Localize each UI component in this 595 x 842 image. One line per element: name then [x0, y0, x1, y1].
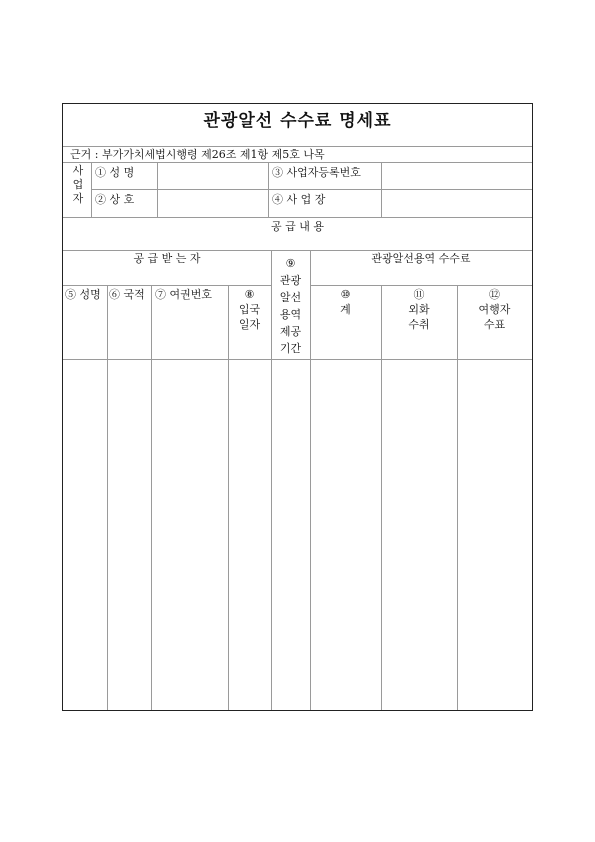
rule-below-supply: [63, 250, 532, 251]
col-entry-date-header: ⑧ 입국 일자: [238, 288, 261, 331]
col-nationality-header: ⑥ 국적: [109, 288, 145, 301]
legal-basis: 근거 : 부가가치세법시행령 제26조 제1항 제5호 나목: [70, 148, 325, 161]
vline-col-name: [107, 285, 108, 710]
vline-operator-middle: [268, 162, 269, 217]
vline-operator-right: [381, 162, 382, 217]
vline-operator-fields: [157, 162, 158, 217]
vline-col-foreign: [457, 285, 458, 710]
vline-col-period-right: [310, 250, 311, 710]
col-foreign-currency-header: ⑪ 외화 수취: [408, 288, 430, 331]
operator-name-label: ① 성 명: [95, 166, 135, 179]
col-name-header: ⑤ 성명: [65, 288, 101, 301]
operator-trade-name-label: ② 상 호: [95, 193, 135, 206]
col-passport-header: ⑦ 여권번호: [155, 288, 213, 301]
operator-registration-label: ③ 사업자등록번호: [272, 166, 361, 179]
rule-below-basis: [63, 162, 532, 163]
col-travelers-check-header: ⑫ 여행자 수표: [478, 288, 511, 331]
vline-col-passport: [228, 285, 229, 710]
form-title: 관광알선 수수료 명세표: [203, 111, 392, 131]
col-total-header: ⑩ 계: [340, 288, 351, 316]
col-service-period-header: ⑨ 관광 알선 용역 제공 기간: [279, 257, 302, 355]
supply-section-label: 공 급 내 용: [271, 220, 324, 233]
operator-group-label: 사 업 자: [72, 164, 84, 205]
fee-header: 관광알선용역 수수료: [371, 252, 471, 265]
vline-col-nationality: [151, 285, 152, 710]
rule-below-operator: [63, 217, 532, 218]
rule-below-headers: [63, 359, 532, 360]
recipient-header: 공 급 받 는 자: [133, 252, 201, 265]
operator-business-place-label: ④ 사 업 장: [272, 193, 326, 206]
fee-statement-form: [62, 103, 533, 711]
rule-below-recipient: [63, 285, 271, 286]
rule-below-fee: [310, 285, 532, 286]
vline-col-total: [381, 285, 382, 710]
vline-operator-label: [91, 162, 92, 217]
rule-below-title: [63, 146, 532, 147]
